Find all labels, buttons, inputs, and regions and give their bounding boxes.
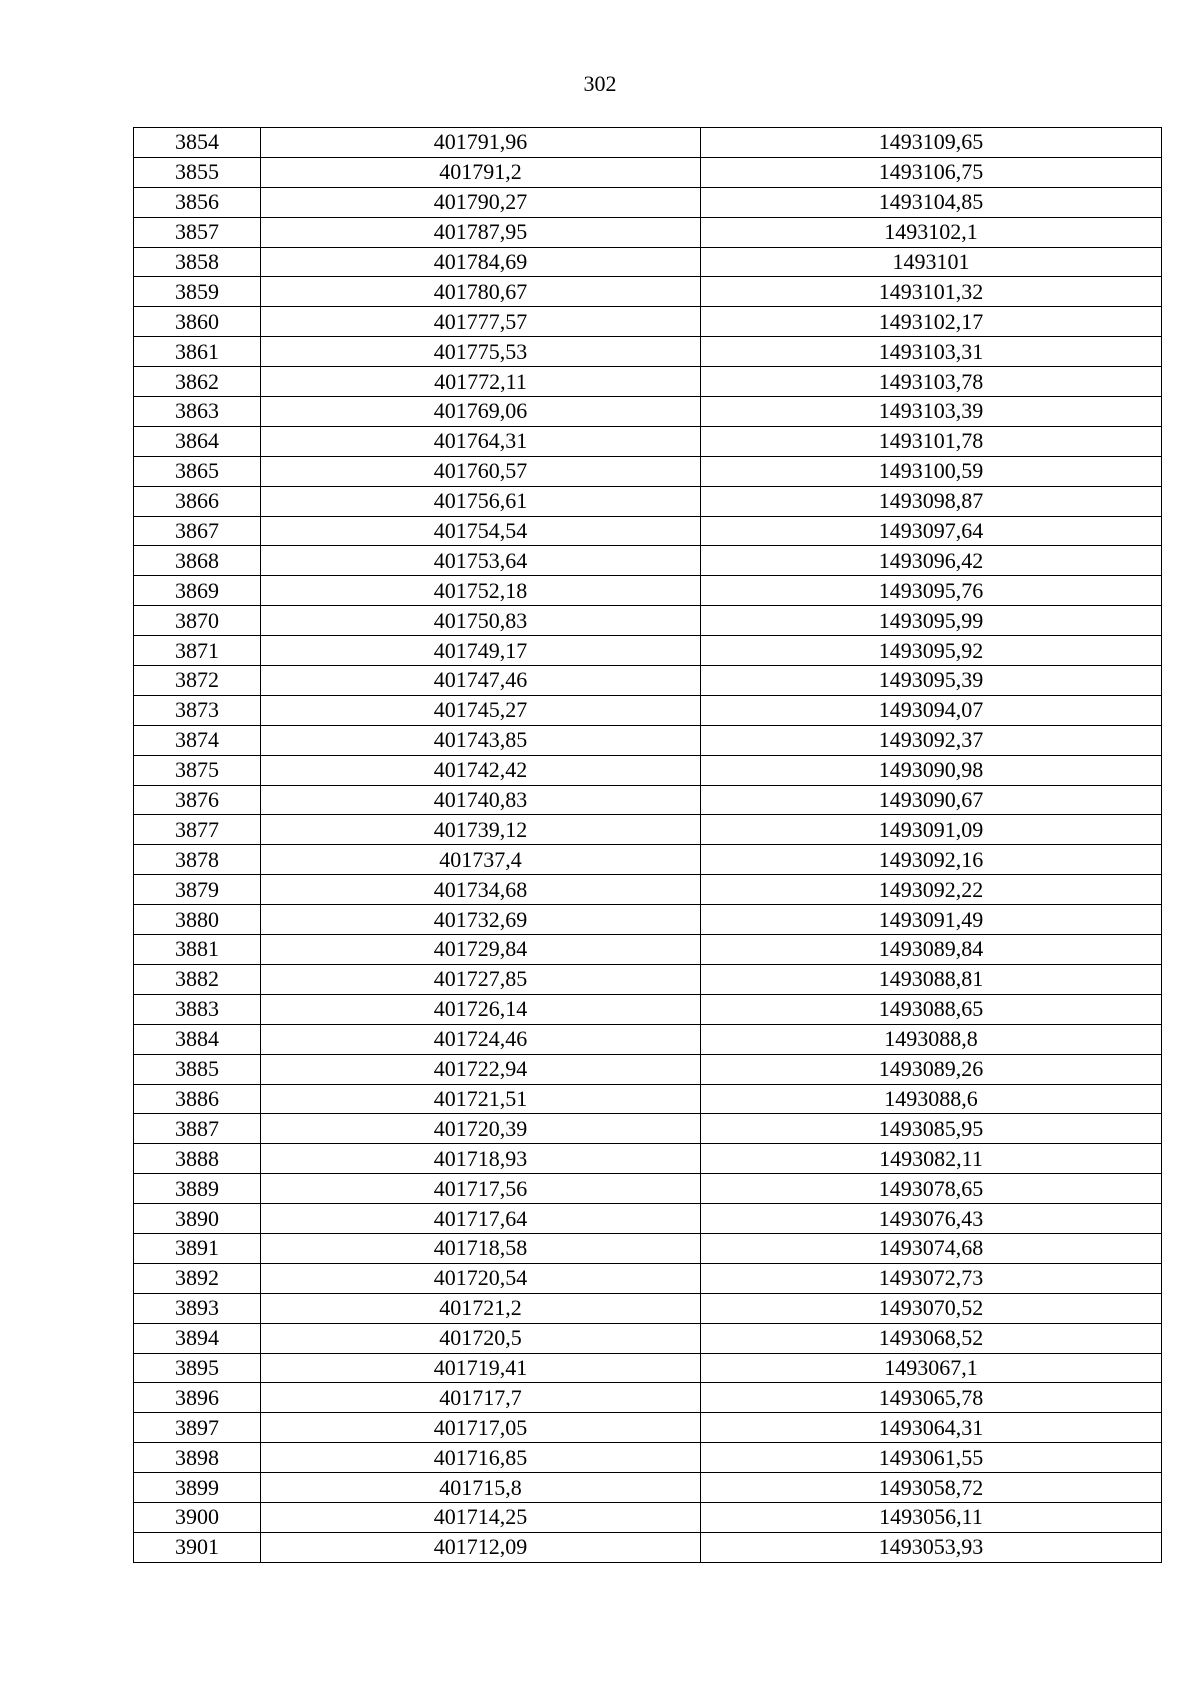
x-coordinate-cell: 401732,69 [261, 905, 701, 935]
table-row [134, 157, 1162, 187]
point-number-cell: 3869 [134, 576, 261, 606]
table-row [134, 1233, 1162, 1263]
y-coordinate-cell: 1493106,75 [701, 157, 1162, 187]
point-number-cell: 3901 [134, 1532, 261, 1562]
point-number-cell: 3892 [134, 1263, 261, 1293]
point-number-cell: 3854 [134, 128, 261, 158]
x-coordinate-cell: 401720,39 [261, 1114, 701, 1144]
y-coordinate-cell: 1493104,85 [701, 187, 1162, 217]
x-coordinate-cell: 401717,64 [261, 1204, 701, 1234]
coordinates-table-body [134, 128, 1162, 1563]
table-row [134, 1084, 1162, 1114]
x-coordinate-cell: 401750,83 [261, 606, 701, 636]
y-coordinate-cell: 1493090,98 [701, 755, 1162, 785]
table-row [134, 397, 1162, 427]
y-coordinate-cell: 1493088,81 [701, 964, 1162, 994]
point-number-cell: 3858 [134, 247, 261, 277]
point-number-cell: 3893 [134, 1293, 261, 1323]
y-coordinate-cell: 1493102,1 [701, 217, 1162, 247]
point-number-cell: 3899 [134, 1473, 261, 1503]
y-coordinate-cell: 1493109,65 [701, 128, 1162, 158]
y-coordinate-cell: 1493095,39 [701, 666, 1162, 696]
table-row [134, 486, 1162, 516]
y-coordinate-cell: 1493091,49 [701, 905, 1162, 935]
x-coordinate-cell: 401745,27 [261, 695, 701, 725]
y-coordinate-cell: 1493088,6 [701, 1084, 1162, 1114]
table-row [134, 1144, 1162, 1174]
x-coordinate-cell: 401720,54 [261, 1263, 701, 1293]
x-coordinate-cell: 401720,5 [261, 1323, 701, 1353]
point-number-cell: 3862 [134, 367, 261, 397]
page-number: 302 [583, 71, 617, 96]
y-coordinate-cell: 1493092,16 [701, 845, 1162, 875]
x-coordinate-cell: 401717,7 [261, 1383, 701, 1413]
table-row [134, 875, 1162, 905]
table-row [134, 307, 1162, 337]
y-coordinate-cell: 1493098,87 [701, 486, 1162, 516]
point-number-cell: 3880 [134, 905, 261, 935]
point-number-cell: 3857 [134, 217, 261, 247]
x-coordinate-cell: 401716,85 [261, 1443, 701, 1473]
table-row [134, 1383, 1162, 1413]
y-coordinate-cell: 1493065,78 [701, 1383, 1162, 1413]
point-number-cell: 3871 [134, 636, 261, 666]
y-coordinate-cell: 1493088,65 [701, 994, 1162, 1024]
y-coordinate-cell: 1493056,11 [701, 1502, 1162, 1532]
y-coordinate-cell: 1493092,37 [701, 725, 1162, 755]
point-number-cell: 3886 [134, 1084, 261, 1114]
point-number-cell: 3900 [134, 1502, 261, 1532]
point-number-cell: 3855 [134, 157, 261, 187]
y-coordinate-cell: 1493085,95 [701, 1114, 1162, 1144]
x-coordinate-cell: 401760,57 [261, 456, 701, 486]
x-coordinate-cell: 401775,53 [261, 337, 701, 367]
x-coordinate-cell: 401714,25 [261, 1502, 701, 1532]
x-coordinate-cell: 401780,67 [261, 277, 701, 307]
x-coordinate-cell: 401737,4 [261, 845, 701, 875]
x-coordinate-cell: 401747,46 [261, 666, 701, 696]
y-coordinate-cell: 1493076,43 [701, 1204, 1162, 1234]
y-coordinate-cell: 1493082,11 [701, 1144, 1162, 1174]
table-row [134, 725, 1162, 755]
x-coordinate-cell: 401717,05 [261, 1413, 701, 1443]
table-row [134, 905, 1162, 935]
point-number-cell: 3876 [134, 785, 261, 815]
y-coordinate-cell: 1493058,72 [701, 1473, 1162, 1503]
x-coordinate-cell: 401753,64 [261, 546, 701, 576]
x-coordinate-cell: 401743,85 [261, 725, 701, 755]
table-row [134, 815, 1162, 845]
point-number-cell: 3897 [134, 1413, 261, 1443]
table-row [134, 636, 1162, 666]
table-row [134, 337, 1162, 367]
point-number-cell: 3860 [134, 307, 261, 337]
point-number-cell: 3861 [134, 337, 261, 367]
x-coordinate-cell: 401787,95 [261, 217, 701, 247]
table-row [134, 1353, 1162, 1383]
y-coordinate-cell: 1493070,52 [701, 1293, 1162, 1323]
x-coordinate-cell: 401784,69 [261, 247, 701, 277]
table-row [134, 935, 1162, 965]
x-coordinate-cell: 401729,84 [261, 935, 701, 965]
table-row [134, 1323, 1162, 1353]
y-coordinate-cell: 1493089,26 [701, 1054, 1162, 1084]
y-coordinate-cell: 1493095,76 [701, 576, 1162, 606]
x-coordinate-cell: 401740,83 [261, 785, 701, 815]
x-coordinate-cell: 401772,11 [261, 367, 701, 397]
point-number-cell: 3894 [134, 1323, 261, 1353]
y-coordinate-cell: 1493074,68 [701, 1233, 1162, 1263]
y-coordinate-cell: 1493101,78 [701, 426, 1162, 456]
x-coordinate-cell: 401754,54 [261, 516, 701, 546]
table-row [134, 1413, 1162, 1443]
table-row [134, 1114, 1162, 1144]
x-coordinate-cell: 401734,68 [261, 875, 701, 905]
x-coordinate-cell: 401726,14 [261, 994, 701, 1024]
table-row [134, 1473, 1162, 1503]
y-coordinate-cell: 1493103,31 [701, 337, 1162, 367]
table-row [134, 187, 1162, 217]
table-row [134, 755, 1162, 785]
table-row [134, 546, 1162, 576]
table-row [134, 785, 1162, 815]
table-row [134, 606, 1162, 636]
table-row [134, 247, 1162, 277]
table-row [134, 695, 1162, 725]
point-number-cell: 3888 [134, 1144, 261, 1174]
y-coordinate-cell: 1493096,42 [701, 546, 1162, 576]
table-row [134, 994, 1162, 1024]
y-coordinate-cell: 1493072,73 [701, 1263, 1162, 1293]
x-coordinate-cell: 401718,58 [261, 1233, 701, 1263]
y-coordinate-cell: 1493095,92 [701, 636, 1162, 666]
y-coordinate-cell: 1493101,32 [701, 277, 1162, 307]
x-coordinate-cell: 401749,17 [261, 636, 701, 666]
point-number-cell: 3865 [134, 456, 261, 486]
y-coordinate-cell: 1493091,09 [701, 815, 1162, 845]
table-row [134, 1502, 1162, 1532]
y-coordinate-cell: 1493094,07 [701, 695, 1162, 725]
point-number-cell: 3875 [134, 755, 261, 785]
table-row [134, 426, 1162, 456]
y-coordinate-cell: 1493053,93 [701, 1532, 1162, 1562]
point-number-cell: 3867 [134, 516, 261, 546]
point-number-cell: 3866 [134, 486, 261, 516]
y-coordinate-cell: 1493090,67 [701, 785, 1162, 815]
y-coordinate-cell: 1493103,78 [701, 367, 1162, 397]
table-row [134, 1293, 1162, 1323]
point-number-cell: 3856 [134, 187, 261, 217]
y-coordinate-cell: 1493102,17 [701, 307, 1162, 337]
x-coordinate-cell: 401752,18 [261, 576, 701, 606]
table-row [134, 277, 1162, 307]
table-row [134, 217, 1162, 247]
coordinates-table [133, 127, 1162, 1563]
x-coordinate-cell: 401719,41 [261, 1353, 701, 1383]
y-coordinate-cell: 1493061,55 [701, 1443, 1162, 1473]
point-number-cell: 3881 [134, 935, 261, 965]
x-coordinate-cell: 401712,09 [261, 1532, 701, 1562]
x-coordinate-cell: 401724,46 [261, 1024, 701, 1054]
y-coordinate-cell: 1493100,59 [701, 456, 1162, 486]
point-number-cell: 3873 [134, 695, 261, 725]
x-coordinate-cell: 401791,96 [261, 128, 701, 158]
point-number-cell: 3882 [134, 964, 261, 994]
x-coordinate-cell: 401715,8 [261, 1473, 701, 1503]
point-number-cell: 3890 [134, 1204, 261, 1234]
y-coordinate-cell: 1493078,65 [701, 1174, 1162, 1204]
point-number-cell: 3898 [134, 1443, 261, 1473]
x-coordinate-cell: 401769,06 [261, 397, 701, 427]
x-coordinate-cell: 401722,94 [261, 1054, 701, 1084]
x-coordinate-cell: 401718,93 [261, 1144, 701, 1174]
point-number-cell: 3885 [134, 1054, 261, 1084]
y-coordinate-cell: 1493089,84 [701, 935, 1162, 965]
point-number-cell: 3879 [134, 875, 261, 905]
point-number-cell: 3887 [134, 1114, 261, 1144]
point-number-cell: 3884 [134, 1024, 261, 1054]
table-row [134, 516, 1162, 546]
table-row [134, 1204, 1162, 1234]
table-row [134, 1054, 1162, 1084]
point-number-cell: 3891 [134, 1233, 261, 1263]
x-coordinate-cell: 401717,56 [261, 1174, 701, 1204]
table-row [134, 666, 1162, 696]
table-row [134, 367, 1162, 397]
x-coordinate-cell: 401756,61 [261, 486, 701, 516]
table-row [134, 1443, 1162, 1473]
point-number-cell: 3874 [134, 725, 261, 755]
point-number-cell: 3859 [134, 277, 261, 307]
table-row [134, 1024, 1162, 1054]
point-number-cell: 3895 [134, 1353, 261, 1383]
x-coordinate-cell: 401742,42 [261, 755, 701, 785]
x-coordinate-cell: 401721,2 [261, 1293, 701, 1323]
table-row [134, 964, 1162, 994]
y-coordinate-cell: 1493068,52 [701, 1323, 1162, 1353]
y-coordinate-cell: 1493103,39 [701, 397, 1162, 427]
point-number-cell: 3872 [134, 666, 261, 696]
point-number-cell: 3896 [134, 1383, 261, 1413]
y-coordinate-cell: 1493095,99 [701, 606, 1162, 636]
point-number-cell: 3863 [134, 397, 261, 427]
table-row [134, 456, 1162, 486]
table-row [134, 576, 1162, 606]
table-row [134, 128, 1162, 158]
point-number-cell: 3870 [134, 606, 261, 636]
y-coordinate-cell: 1493067,1 [701, 1353, 1162, 1383]
y-coordinate-cell: 1493101 [701, 247, 1162, 277]
y-coordinate-cell: 1493097,64 [701, 516, 1162, 546]
x-coordinate-cell: 401721,51 [261, 1084, 701, 1114]
point-number-cell: 3864 [134, 426, 261, 456]
y-coordinate-cell: 1493064,31 [701, 1413, 1162, 1443]
table-row [134, 1532, 1162, 1562]
point-number-cell: 3877 [134, 815, 261, 845]
x-coordinate-cell: 401791,2 [261, 157, 701, 187]
point-number-cell: 3868 [134, 546, 261, 576]
x-coordinate-cell: 401790,27 [261, 187, 701, 217]
point-number-cell: 3878 [134, 845, 261, 875]
x-coordinate-cell: 401777,57 [261, 307, 701, 337]
point-number-cell: 3889 [134, 1174, 261, 1204]
y-coordinate-cell: 1493088,8 [701, 1024, 1162, 1054]
y-coordinate-cell: 1493092,22 [701, 875, 1162, 905]
x-coordinate-cell: 401739,12 [261, 815, 701, 845]
table-row [134, 1263, 1162, 1293]
table-row [134, 845, 1162, 875]
x-coordinate-cell: 401727,85 [261, 964, 701, 994]
table-row [134, 1174, 1162, 1204]
x-coordinate-cell: 401764,31 [261, 426, 701, 456]
point-number-cell: 3883 [134, 994, 261, 1024]
